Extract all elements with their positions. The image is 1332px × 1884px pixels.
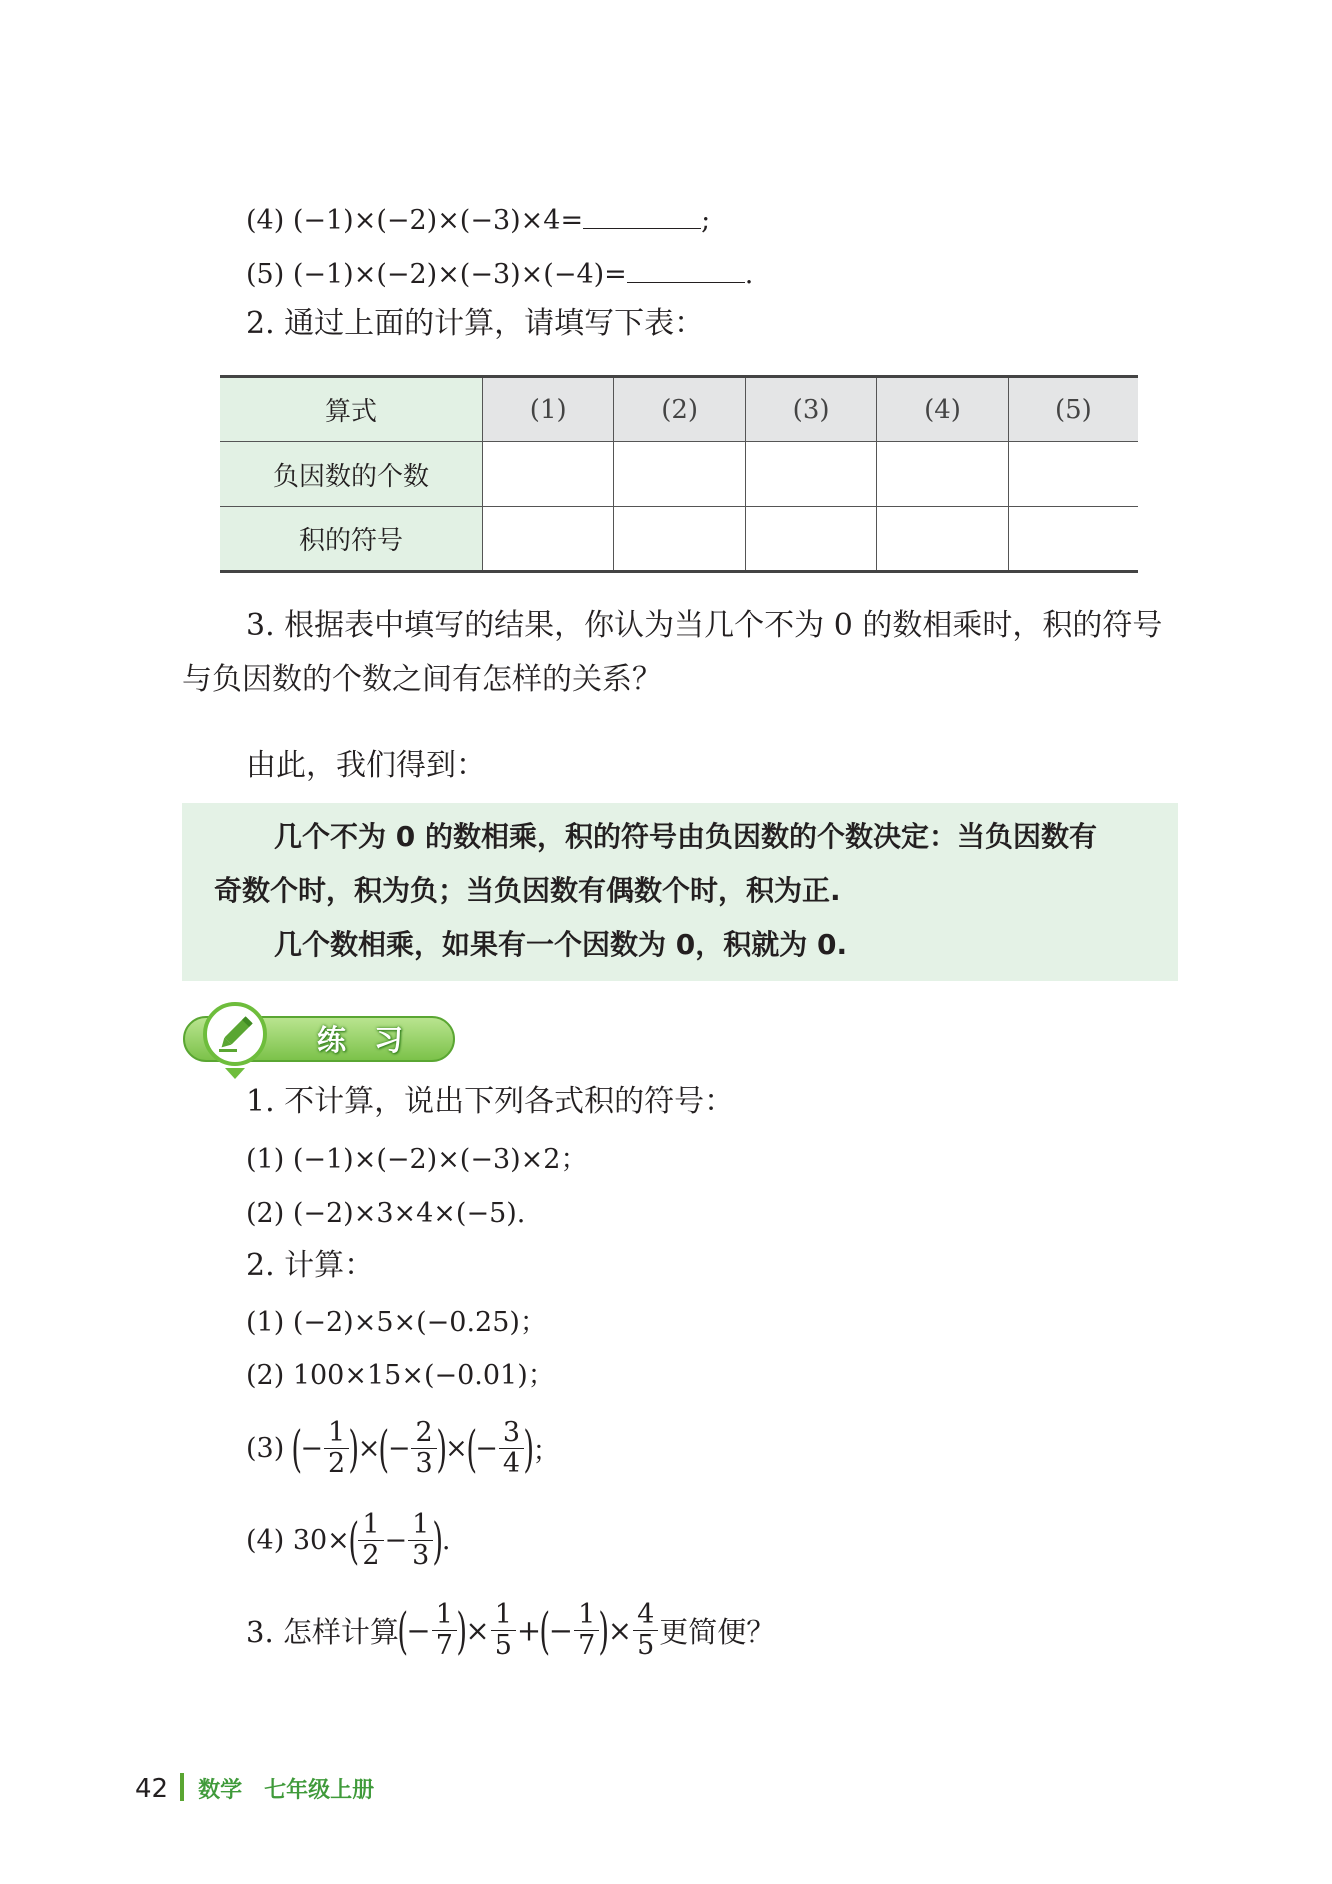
practice-2-title: 2. 计算： [246,1248,375,1283]
table-cell-blank[interactable] [745,442,876,507]
question-3-line1: 3. 根据表中填写的结果，你认为当几个不为 0 的数相乘时，积的符号 [246,608,1163,643]
question-3-line2: 与负因数的个数之间有怎样的关系？ [182,662,662,697]
book-title: 数学 七年级上册 [198,1778,375,1803]
fraction-1-7 [574,1600,599,1661]
denominator: 7 [435,1630,453,1661]
practice-1-title: 1. 不计算，说出下列各式积的符号： [246,1084,735,1119]
practice-3-prefix: 3. 怎样计算 [246,1615,399,1649]
table-cell-blank[interactable] [1008,507,1138,572]
page-number: 42 [135,1774,169,1804]
footer-divider [180,1773,184,1801]
punct-5: . [744,259,754,290]
sign-table [220,375,1138,573]
table-cell-blank[interactable] [614,442,745,507]
practice-2-b: (2) 100×15×(−0.01)； [246,1360,555,1391]
paren-close: ) [348,1419,360,1478]
paren-close: ) [432,1511,444,1570]
paren-open: ( [291,1419,302,1478]
numerator: 1 [324,1418,349,1449]
denominator: 4 [502,1448,521,1479]
minus-sign: − [384,1525,408,1556]
times-sign: × [357,1433,381,1464]
exercise-line-5 [246,252,753,293]
minus-sign: − [387,1433,411,1464]
practice-1-b: (2) (−2)×3×4×(−5). [246,1198,526,1229]
row-label-negative-count: 负因数的个数 [220,442,483,507]
conclusion-line-1: 几个不为 0 的数相乘，积的符号由负因数的个数决定：当负因数有 [274,820,1097,853]
denominator: 3 [412,1540,430,1571]
paren-close: ) [436,1419,447,1478]
paren-close: ) [456,1601,468,1660]
table-header-cell: (5) [1008,377,1138,442]
table-cell-blank[interactable] [1008,442,1138,507]
times-sign: × [465,1613,490,1648]
practice-2-c [246,1418,560,1479]
table-header-row [220,377,1138,442]
page-footer [135,1773,374,1804]
table-cell-blank[interactable] [614,507,745,572]
practice-3-suffix: 更简便？ [659,1615,776,1649]
conclusion-line-3: 几个数相乘，如果有一个因数为 0，积就为 0. [274,928,848,961]
fraction-2-3 [411,1418,436,1479]
pencil-icon [207,1006,263,1062]
label-4: (4) 30× [246,1525,350,1556]
minus-sign: − [475,1433,498,1464]
numerator: 4 [633,1600,658,1631]
numerator: 1 [408,1510,433,1541]
numerator: 1 [358,1510,383,1541]
denominator: 3 [415,1448,433,1479]
fraction-1-2 [358,1510,383,1571]
practice-1-a: (1) (−1)×(−2)×(−3)×2； [246,1144,588,1175]
denominator: 7 [578,1630,596,1661]
paren-close: ) [523,1419,535,1478]
expression-5: (5) (−1)×(−2)×(−3)×(−4)= [246,259,627,290]
pencil-icon-badge [203,1002,267,1066]
paren-open: ( [539,1601,551,1660]
table-cell-blank[interactable] [877,507,1008,572]
lead-in-text: 由此，我们得到： [246,748,486,783]
numerator: 3 [499,1418,524,1449]
times-sign: × [607,1613,633,1648]
table-row [220,507,1138,572]
fraction-3-4 [499,1418,524,1479]
denominator: 2 [362,1540,380,1571]
numerator: 2 [411,1418,436,1449]
practice-2-d [246,1510,450,1571]
answer-blank-4[interactable] [583,198,701,229]
table-cell-blank[interactable] [877,442,1008,507]
numerator: 1 [432,1600,457,1631]
conclusion-box [182,803,1178,981]
table-header-cell: (2) [614,377,745,442]
denominator: 5 [637,1630,655,1661]
paren-close: ) [598,1601,610,1660]
table-row [220,442,1138,507]
practice-3 [246,1600,775,1661]
paren-open: ( [348,1511,359,1570]
exercise-line-4 [246,198,710,239]
fraction-1-7 [432,1600,457,1661]
paren-open: ( [378,1419,390,1478]
times-sign: × [445,1433,468,1464]
practice-2-a: (1) (−2)×5×(−0.25)； [246,1307,547,1338]
conclusion-line-2: 奇数个时，积为负；当负因数有偶数个时，积为正. [214,874,841,907]
fraction-1-2 [324,1418,349,1479]
paren-open: ( [466,1419,477,1478]
table-cell-blank[interactable] [483,442,614,507]
exercise-banner [183,1012,455,1066]
table-header-cell: (3) [745,377,876,442]
fraction-1-3 [408,1510,433,1571]
answer-blank-5[interactable] [627,252,745,283]
table-header-cell: (1) [483,377,614,442]
semicolon: ； [532,1436,560,1467]
paren-open: ( [397,1601,409,1660]
denominator: 5 [494,1630,512,1661]
minus-sign: − [300,1433,323,1464]
minus-sign: − [406,1613,431,1648]
table-header-cell: 算式 [220,377,483,442]
table-cell-blank[interactable] [745,507,876,572]
fraction-1-5 [491,1600,516,1661]
exercise-banner-label: 练习 [317,1023,432,1057]
table-header-cell: (4) [877,377,1008,442]
numerator: 1 [574,1600,599,1631]
period: . [441,1525,451,1556]
fraction-4-5 [633,1600,658,1661]
plus-sign: + [516,1613,542,1648]
punct-4: ; [701,205,711,236]
label-3: (3) [246,1433,285,1464]
denominator: 2 [327,1448,346,1479]
row-label-product-sign: 积的符号 [220,507,483,572]
minus-sign: − [548,1613,574,1648]
table-cell-blank[interactable] [483,507,614,572]
banner-pointer [225,1068,245,1079]
question-2-prompt: 2. 通过上面的计算，请填写下表： [246,306,705,341]
numerator: 1 [491,1600,516,1631]
expression-4: (4) (−1)×(−2)×(−3)×4= [246,205,584,236]
